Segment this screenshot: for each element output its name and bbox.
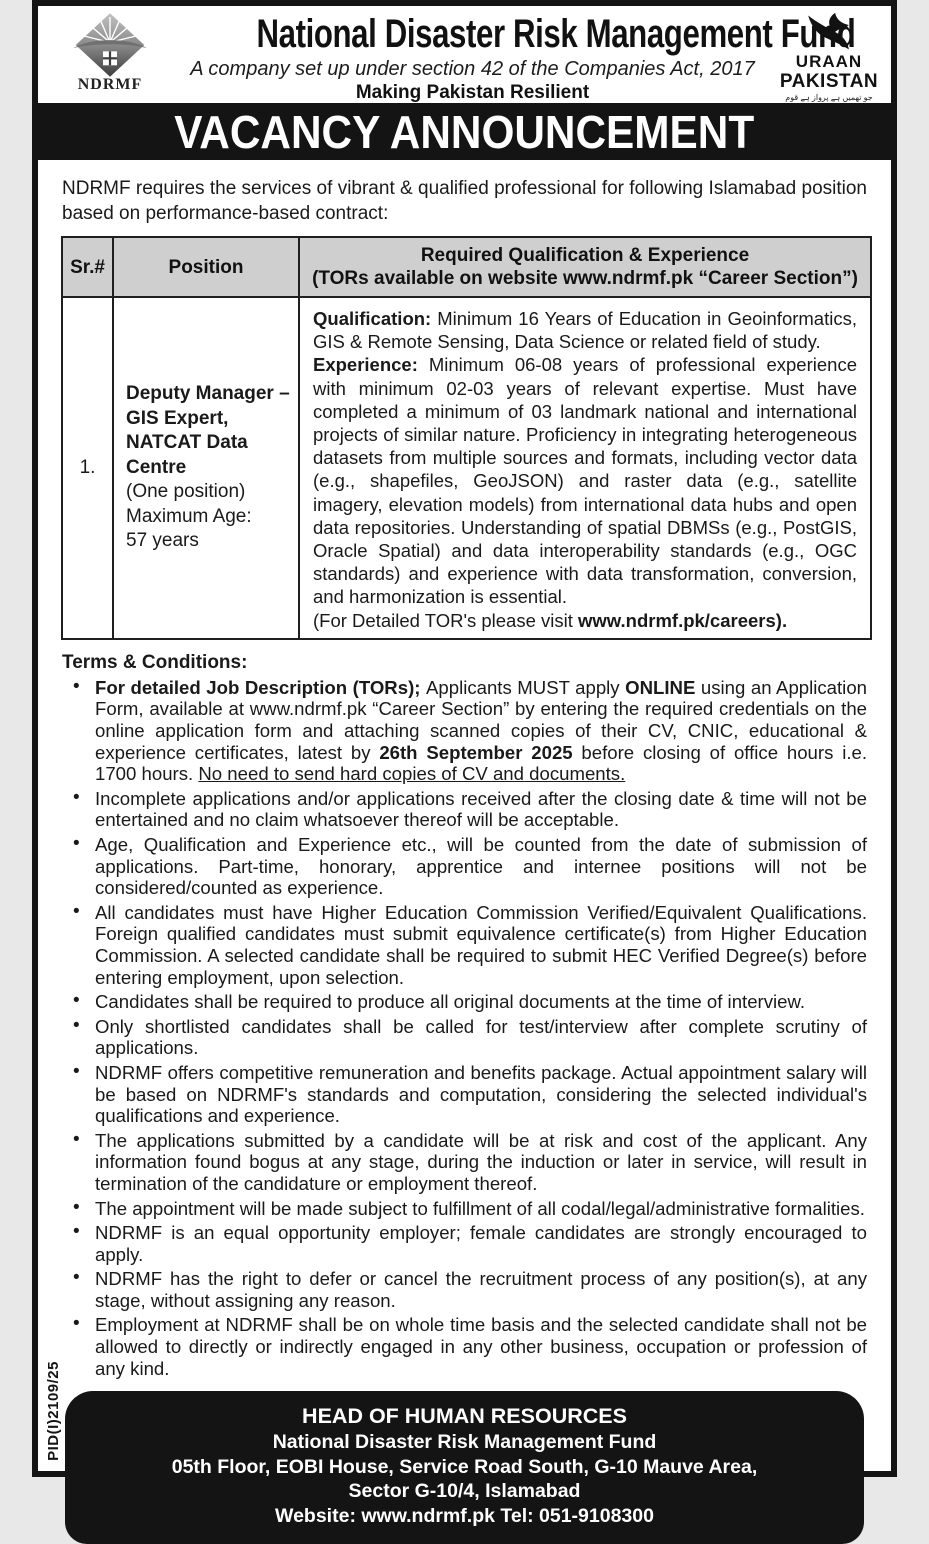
- vacancy-advertisement: [32, 0, 897, 1527]
- table-row: [62, 297, 871, 639]
- position-age-label: Maximum Age:: [126, 505, 252, 527]
- term-item: • Only shortlisted candidates shall be called for test/interview after complete scrutiny of applications.: [62, 1016, 867, 1059]
- ndrmf-logo: [48, 10, 172, 94]
- ndrmf-diamond-icon: [48, 12, 172, 78]
- term-item: • Employment at NDRMF shall be on whole time basis and the selected candidate shall not be allowed to directly or indirectly engaged in any other business, occupation or profession of any kind.: [62, 1314, 867, 1379]
- header-position: Position: [113, 237, 299, 297]
- org-tagline: Making Pakistan Resilient: [355, 82, 590, 103]
- ndrmf-abbr-label: NDRMF: [77, 76, 143, 93]
- header-qualification: [299, 237, 871, 297]
- intro-paragraph: NDRMF requires the services of vibrant & qualified professional for following Islamabad position based on performance-based contract:: [62, 178, 867, 224]
- term-item: • For detailed Job Description (TORs); Applicants MUST apply ONLINE using an Application Form, available at www.ndrmf.pk “Career Section” by entering the required credentials on the online application form and attaching scanned copies of their CV, CNIC, educational & experience certificates, latest by 26th September 2025 before closing of office hours i.e. 1700 hours. No need to send hard copies of CV and documents.: [62, 677, 867, 785]
- footer-line-hr: HEAD OF HUMAN RESOURCES: [302, 1404, 627, 1429]
- header: [38, 6, 891, 103]
- qualification-paragraph: Qualification: Minimum 16 Years of Education in Geoinformatics, GIS & Remote Sensing, Data Science or related field of study.: [313, 308, 857, 353]
- header-sr: Sr.#: [62, 237, 113, 297]
- footer-line-address1: 05th Floor, EOBI House, Service Road South, G-10 Mauve Area,: [171, 1455, 758, 1478]
- position-title: Deputy Manager – GIS Expert, NATCAT Data Centre: [126, 383, 290, 478]
- terms-section: [62, 652, 867, 1379]
- pid-number: PID(I)2109/25: [45, 1361, 62, 1461]
- term-item: • The applications submitted by a candidate will be at risk and cost of the applicant. Any information found bogus at any stage, during the induction or later in service, will result in termination of the candidature or employment thereof.: [62, 1130, 867, 1195]
- position-age-value: 57 years: [126, 530, 199, 552]
- term-item: • Age, Qualification and Experience etc., will be counted from the date of submission of applications. Part-time, honorary, apprentice and internee positions will not be considered/counted as experience.: [62, 834, 867, 899]
- positions-table: [61, 236, 872, 640]
- term-item: • NDRMF is an equal opportunity employer; female candidates are strongly encouraged to apply.: [62, 1222, 867, 1265]
- cell-serial: 1.: [62, 297, 113, 639]
- uraan-label: URAAN: [795, 52, 863, 71]
- term-item: • NDRMF offers competitive remuneration and benefits package. Actual appointment salary will be based on NDRMF's standards and computation, considering the selected individual's qualifications and experience.: [62, 1062, 867, 1127]
- header-qualification-line1: Required Qualification & Experience: [420, 245, 750, 266]
- terms-list: [62, 677, 867, 1379]
- vacancy-banner: [38, 103, 891, 160]
- term-item: • NDRMF has the right to defer or cancel the recruitment process of any position(s), at any stage, without assigning any reason.: [62, 1268, 867, 1311]
- org-title: National Disaster Risk Management Fund: [256, 12, 856, 56]
- uraan-urdu-tagline: جو تھمیں ہے پرواز ہے قوم: [785, 93, 873, 102]
- pakistan-label: PAKISTAN: [779, 71, 879, 92]
- footer-line-address2: Sector G-10/4, Islamabad: [348, 1480, 581, 1503]
- cell-qualification: [299, 297, 871, 639]
- footer-line-website-tel: Website: www.ndrmf.pk Tel: 051-9108300: [275, 1504, 654, 1527]
- term-item: • Incomplete applications and/or applications received after the closing date & time will not be entertained and no claim whatsoever thereof will be acceptable.: [62, 788, 867, 831]
- org-subtitle: A company set up under section 42 of the Companies Act, 2017: [190, 58, 755, 80]
- footer-line-org: National Disaster Risk Management Fund: [272, 1431, 657, 1454]
- header-qualification-line2: (TORs available on website www.ndrmf.pk “Career Section”): [312, 268, 858, 289]
- table-header-row: [62, 237, 871, 297]
- contact-footer: [65, 1391, 864, 1544]
- vacancy-banner-title: VACANCY ANNOUNCEMENT: [174, 105, 755, 158]
- term-item: • Candidates shall be required to produce all original documents at the time of interview.: [62, 991, 867, 1013]
- terms-heading: Terms & Conditions:: [62, 651, 248, 673]
- experience-paragraph: Experience: Minimum 06-08 years of professional experience with minimum 02-03 years of relevant expertise. Must have completed a minimum of 03 landmark national and international projects of similar nature. Proficiency in integrating heterogeneous datasets from multiple sources and formats, including vector data (e.g., shapefiles, GeoJSON) and raster data (e.g., satellite imagery, elevation models) from international data hubs and open data repositories. Understanding of spatial DBMSs (e.g., PostGIS, Oracle Spatial) and data interoperability standards (e.g., OGC standards) and experience with data transformation, conversion, and harmonization is essential.: [313, 354, 857, 608]
- term-item: • All candidates must have Higher Education Commission Verified/Equivalent Qualifications. Foreign qualified candidates must submit equivalence certificate(s) from Higher Education Commission. A selected candidate shall be required to submit HEC Verified Degree(s) before entering employment, upon selection.: [62, 902, 867, 988]
- position-note: (One position): [126, 481, 246, 503]
- term-item: • The appointment will be made subject to fulfillment of all codal/legal/administrative formalities.: [62, 1198, 867, 1220]
- cell-position: [113, 297, 299, 639]
- tor-note: (For Detailed TOR's please visit www.ndrmf.pk/careers).: [313, 609, 788, 631]
